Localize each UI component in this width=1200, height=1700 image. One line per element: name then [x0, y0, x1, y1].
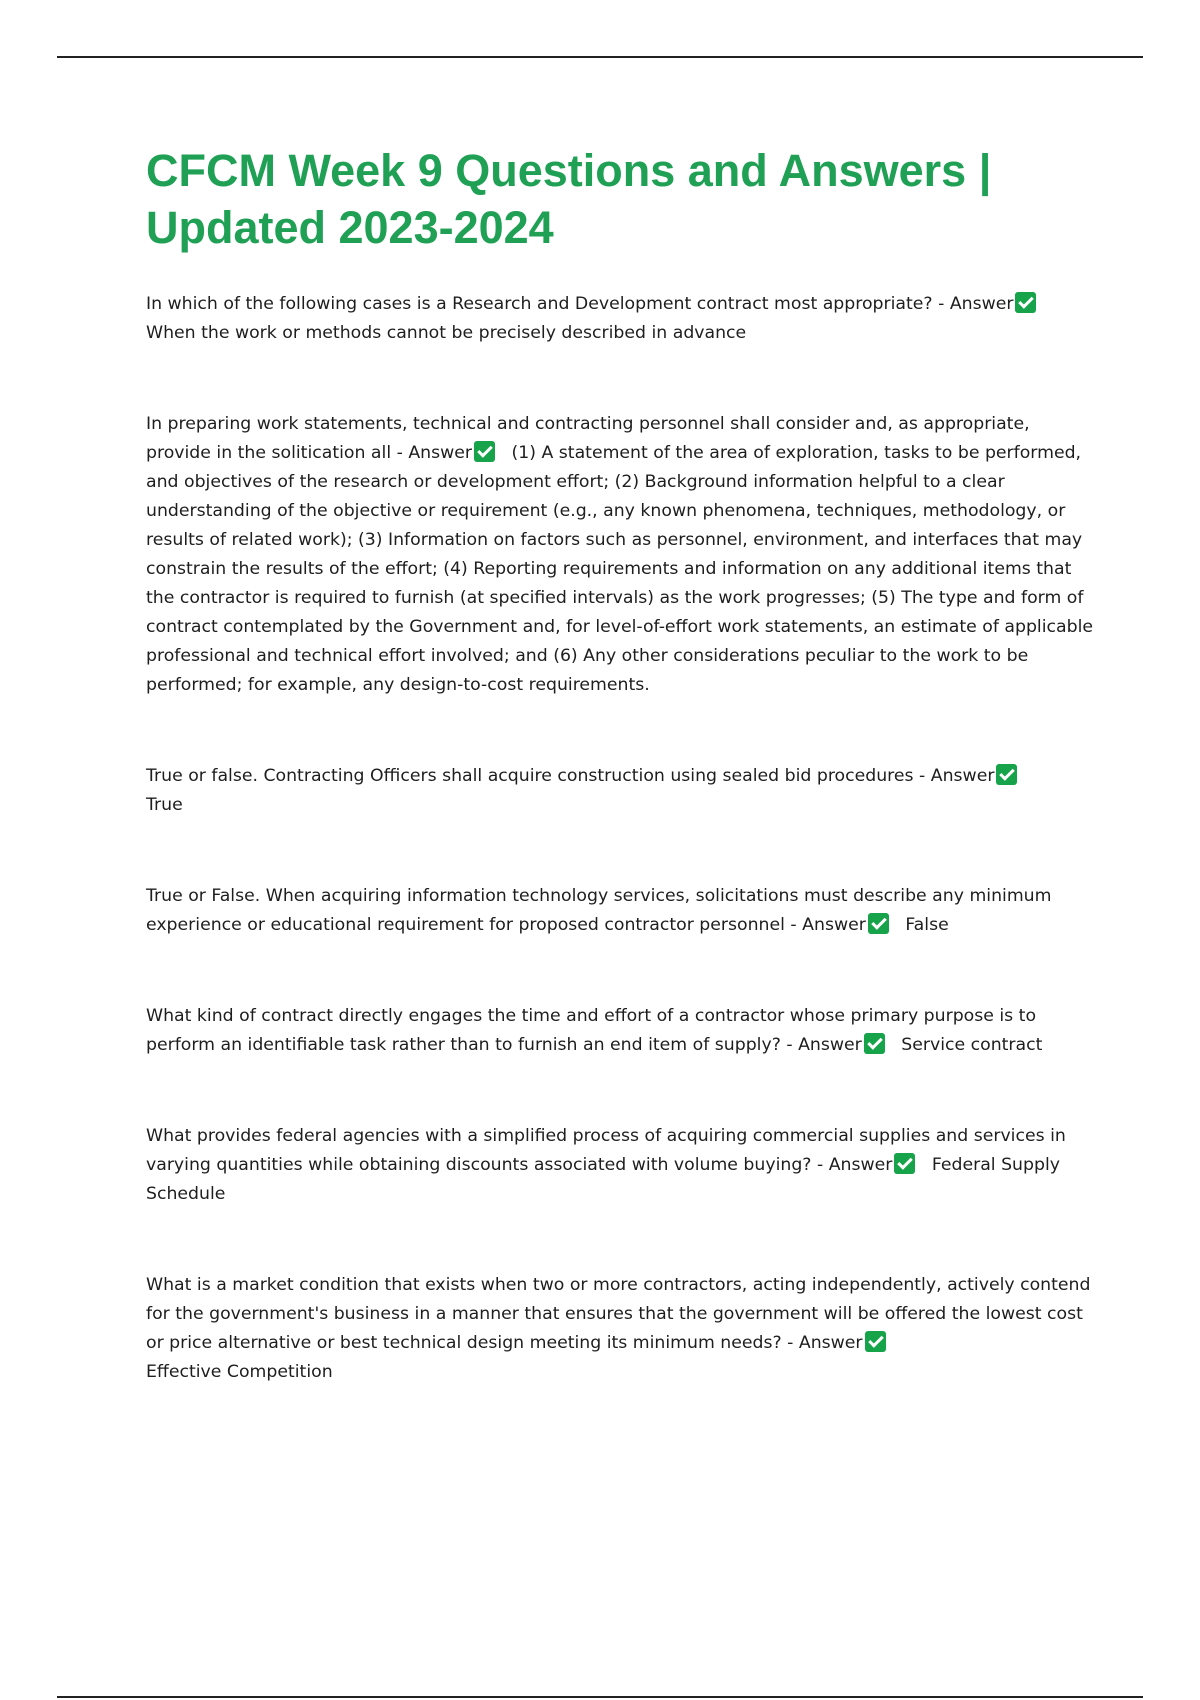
- check-icon: [868, 913, 889, 934]
- answer-text: When the work or methods cannot be precisely described in advance: [146, 323, 747, 343]
- question-text: In preparing work statements, technical and contracting personnel shall consider and, as appropriate, provide in the solitication all -: [146, 414, 1030, 463]
- answer-text: Federal Supply Schedule: [146, 1155, 1060, 1204]
- answer-label: Answer: [408, 443, 473, 463]
- top-rule: [57, 56, 1143, 58]
- question-text: True or False. When acquiring information technology services, solicitations must describe any minimum experience or educational requirement for proposed contractor personnel -: [146, 886, 1052, 935]
- qa-item: [146, 1002, 1096, 1060]
- answer-label: Answer: [949, 294, 1014, 314]
- answer-text: Service contract: [901, 1035, 1043, 1055]
- answer-text: Effective Competition: [146, 1362, 333, 1382]
- question-text: What kind of contract directly engages the time and effort of a contractor whose primary purpose is to perform an identifiable task rather than to furnish an end item of supply? -: [146, 1006, 1037, 1055]
- check-icon: [894, 1153, 915, 1174]
- check-icon: [865, 1331, 886, 1352]
- answer-label: Answer: [798, 1035, 862, 1055]
- check-icon: [474, 441, 495, 462]
- qa-item: [146, 1271, 1096, 1387]
- check-icon: [864, 1033, 885, 1054]
- document-title: CFCM Week 9 Questions and Answers | Updated 2023-2024: [146, 145, 992, 253]
- answer-label: Answer: [802, 915, 866, 935]
- qa-item: [146, 410, 1096, 700]
- answer-label: Answer: [798, 1333, 863, 1353]
- question-text: In which of the following cases is a Research and Development contract most appropriate? -: [146, 294, 945, 314]
- answer-label: Answer: [930, 766, 995, 786]
- qa-item: [146, 762, 1096, 820]
- answer-text: True: [146, 795, 183, 815]
- check-icon: [996, 764, 1017, 785]
- document-body: [146, 142, 1096, 1387]
- question-text: True or false. Contracting Officers shall acquire construction using sealed bid procedures -: [146, 766, 926, 786]
- answer-text: False: [905, 915, 949, 935]
- check-icon: [1015, 292, 1036, 313]
- answer-text: (1) A statement of the area of exploration, tasks to be performed, and objectives of the research or development effort; (2) Background information helpful to a clear understanding of the objective or requirement (e.g., any known phenomena, techniques, methodology, or results of related work); (3) Information on factors such as personnel, environment, and interfaces that may constrain the results of the effort; (4) Reporting requirements and information on any additional items that the contractor is required to furnish (at specified intervals) as the work progresses; (5) The type and form of contract contemplated by the Government and, for level-of-effort work statements, an estimate of applicable professional and technical effort involved; and (6) Any other considerations peculiar to the work to be performed; for example, any design-to-cost requirements.: [146, 443, 1094, 695]
- bottom-rule: [57, 1696, 1143, 1698]
- qa-item: [146, 1122, 1096, 1209]
- qa-item: [146, 882, 1096, 940]
- answer-label: Answer: [828, 1155, 893, 1175]
- question-text: What provides federal agencies with a simplified process of acquiring commercial supplies and services in varying quantities while obtaining discounts associated with volume buying? -: [146, 1126, 1066, 1175]
- question-text: What is a market condition that exists when two or more contractors, acting independently, actively contend for the government's business in a manner that ensures that the government will be offered the lowest cost or price alternative or best technical design meeting its minimum needs? -: [146, 1275, 1091, 1353]
- qa-item: [146, 290, 1096, 348]
